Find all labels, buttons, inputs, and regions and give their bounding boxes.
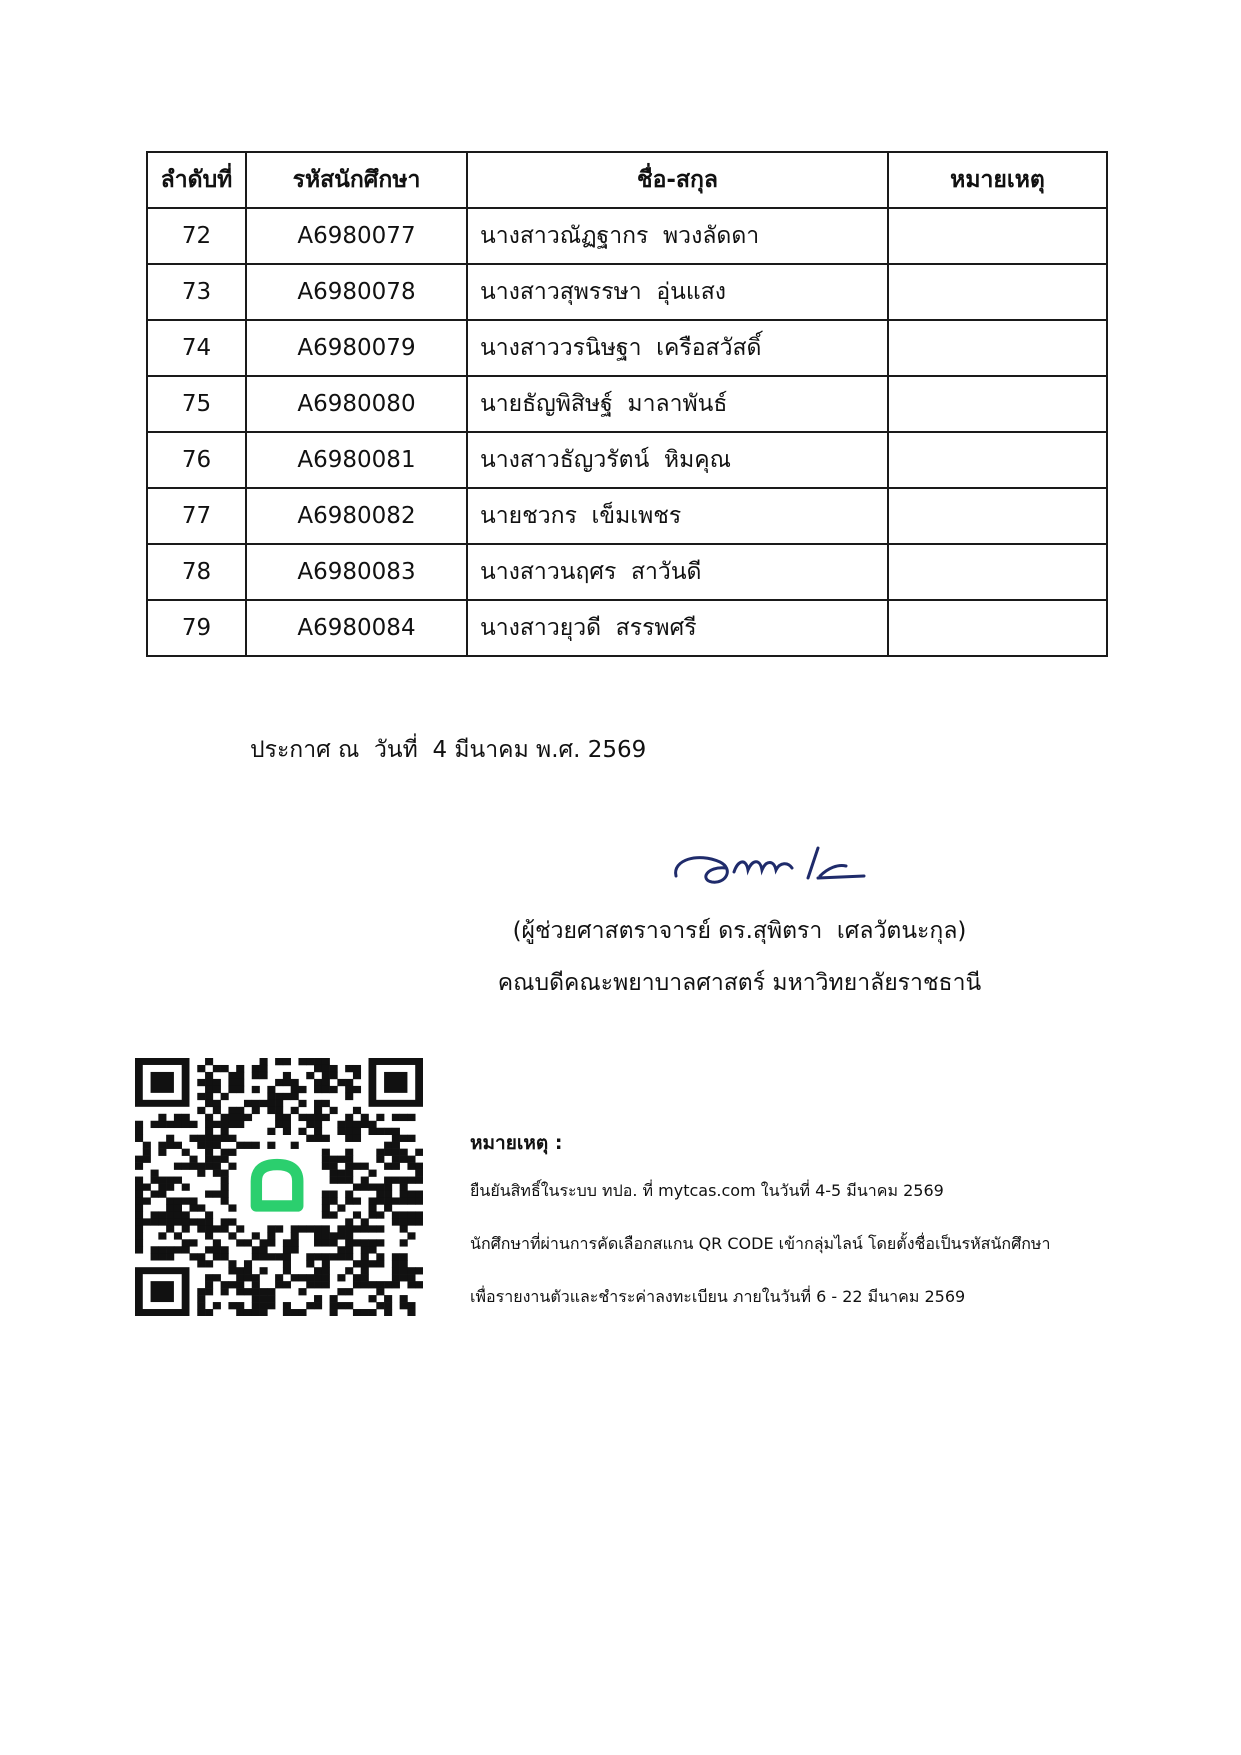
cell-remark <box>888 376 1107 432</box>
cell-full-name: นางสาวณัฏฐากร พวงลัดดา <box>467 208 888 264</box>
cell-order: 76 <box>147 432 246 488</box>
cell-student-id: A6980081 <box>246 432 467 488</box>
table-row <box>147 544 1107 600</box>
table-row <box>147 432 1107 488</box>
cell-full-name: นายธัญพิสิษฐ์ มาลาพันธ์ <box>467 376 888 432</box>
cell-order: 72 <box>147 208 246 264</box>
cell-student-id: A6980080 <box>246 376 467 432</box>
cell-full-name: นายชวกร เข็มเพชร <box>467 488 888 544</box>
signatory-title: คณบดีคณะพยาบาลศาสตร์ มหาวิทยาลัยราชธานี <box>497 970 982 996</box>
cell-remark <box>888 600 1107 656</box>
cell-remark <box>888 432 1107 488</box>
table-header-row <box>147 152 1107 208</box>
cell-order: 74 <box>147 320 246 376</box>
header-full-name: ชื่อ-สกุล <box>467 152 888 208</box>
cell-student-id: A6980078 <box>246 264 467 320</box>
notes-section <box>470 1128 1050 1339</box>
cell-remark <box>888 208 1107 264</box>
table-row <box>147 320 1107 376</box>
student-roster-table <box>146 151 1108 657</box>
signatory-name: (ผู้ช่วยศาสตราจารย์ ดร.สุพิตรา เศลวัตนะกุล) <box>512 918 967 944</box>
header-student-id: รหัสนักศึกษา <box>246 152 467 208</box>
cell-remark <box>888 544 1107 600</box>
table-row <box>147 488 1107 544</box>
cell-remark <box>888 264 1107 320</box>
cell-order: 78 <box>147 544 246 600</box>
table-row <box>147 600 1107 656</box>
table-row <box>147 264 1107 320</box>
announcement-date: ประกาศ ณ วันที่ 4 มีนาคม พ.ศ. 2569 <box>250 737 647 763</box>
note-line: นักศึกษาที่ผ่านการคัดเลือกสแกน QR CODE เข้ากลุ่มไลน์ โดยตั้งชื่อเป็นรหัสนักศึกษา <box>470 1234 1051 1253</box>
notes-heading: หมายเหตุ : <box>470 1132 563 1154</box>
qr-code-icon <box>135 1058 423 1316</box>
table-row <box>147 376 1107 432</box>
cell-full-name: นางสาวยุวดี สรรพศรี <box>467 600 888 656</box>
cell-full-name: นางสาวสุพรรษา อุ่นแสง <box>467 264 888 320</box>
table-row <box>147 208 1107 264</box>
cell-student-id: A6980082 <box>246 488 467 544</box>
note-line: ยืนยันสิทธิ์ในระบบ ทปอ. ที่ mytcas.com ในวันที่ 4-5 มีนาคม 2569 <box>470 1181 944 1200</box>
handwritten-signature <box>668 838 878 896</box>
header-order: ลำดับที่ <box>147 152 246 208</box>
cell-student-id: A6980083 <box>246 544 467 600</box>
cell-order: 73 <box>147 264 246 320</box>
cell-student-id: A6980079 <box>246 320 467 376</box>
header-remark: หมายเหตุ <box>888 152 1107 208</box>
cell-order: 79 <box>147 600 246 656</box>
cell-remark <box>888 488 1107 544</box>
cell-full-name: นางสาวธัญวรัตน์ หิมคุณ <box>467 432 888 488</box>
cell-order: 77 <box>147 488 246 544</box>
cell-student-id: A6980077 <box>246 208 467 264</box>
cell-order: 75 <box>147 376 246 432</box>
cell-full-name: นางสาวนฤศร สาวันดี <box>467 544 888 600</box>
cell-student-id: A6980084 <box>246 600 467 656</box>
note-line: เพื่อรายงานตัวและชำระค่าลงทะเบียน ภายในวันที่ 6 - 22 มีนาคม 2569 <box>470 1287 966 1306</box>
cell-full-name: นางสาววรนิษฐา เครือสวัสดิ์ <box>467 320 888 376</box>
cell-remark <box>888 320 1107 376</box>
